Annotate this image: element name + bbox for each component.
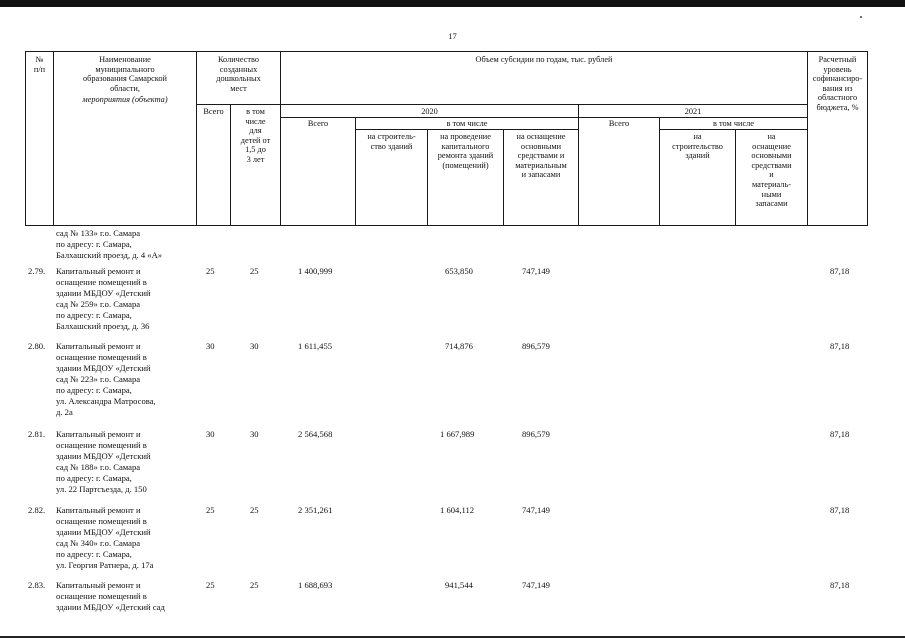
row-name-line: здании МБДОУ «Детский [56, 451, 151, 461]
continuation-line: по адресу: г. Самара, [56, 239, 132, 249]
row-name-line: по адресу: г. Самара, [56, 385, 132, 395]
row-number: 2.82. [28, 505, 46, 515]
header-subsidy: Объем субсидии по годам, тыс. рублей [475, 55, 613, 64]
places-incl: 25 [250, 266, 259, 276]
header-places: Количество созданных дошкольных мест [216, 55, 261, 93]
row-name-line: здании МБДОУ «Детский [56, 288, 151, 298]
total-2020: 2 351,261 [298, 505, 333, 515]
places-incl: 30 [250, 429, 259, 439]
row-name-line: по адресу: г. Самара, [56, 310, 132, 320]
total-2020: 1 611,455 [298, 341, 333, 351]
row-number: 2.79. [28, 266, 46, 276]
row-name-line: ул. Георгия Ратнера, д. 17а [56, 560, 154, 570]
row-number: 2.80. [28, 341, 46, 351]
equip-2020: 747,149 [522, 266, 550, 276]
row-name-line: сад № 340» г.о. Самара [56, 538, 141, 548]
continuation-line: Балхашский проезд, д. 4 «А» [56, 250, 163, 260]
rate: 87,18 [830, 505, 850, 515]
header-year-2021: 2021 [684, 107, 702, 116]
total-2020: 2 564,568 [298, 429, 333, 439]
header-incl-2021: в том числе [713, 119, 754, 128]
header-no: № п/п [33, 55, 46, 74]
header-2021-equip: на оснащение основными средствами и материаль- ными запасами [751, 132, 792, 209]
header-2020-repair: на проведение капитального ремонта зданий (помещений) [437, 132, 494, 170]
row-name-line: сад № 188» г.о. Самара [56, 462, 141, 472]
repair-2020: 714,876 [445, 341, 473, 351]
row-name-line: оснащение помещений в [56, 591, 147, 601]
row-name-line: Капитальный ремонт и [56, 341, 141, 351]
row-name-line: здании МБДОУ «Детский [56, 527, 151, 537]
row-name-line: оснащение помещений в [56, 440, 147, 450]
places-total: 25 [206, 266, 215, 276]
places-total: 30 [206, 429, 215, 439]
header-2021-build: на строительство зданий [672, 132, 723, 161]
row-name-line: ул. 22 Партсъезда, д. 150 [56, 484, 147, 494]
equip-2020: 896,579 [522, 429, 550, 439]
repair-2020: 1 667,989 [440, 429, 475, 439]
row-name-line: оснащение помещений в [56, 516, 147, 526]
places-incl: 25 [250, 505, 259, 515]
row-name-line: по адресу: г. Самара, [56, 549, 132, 559]
header-name: Наименование муниципального образования Самарской области, [83, 55, 167, 93]
header-total-2021: Всего [608, 119, 630, 128]
rate: 87,18 [830, 266, 850, 276]
places-total: 30 [206, 341, 215, 351]
row-name-line: Капитальный ремонт и [56, 266, 141, 276]
header-places-total: Всего [203, 107, 224, 116]
rate: 87,18 [830, 429, 850, 439]
row-name-line: Капитальный ремонт и [56, 505, 141, 515]
header-name-italic: мероприятия (объекта) [82, 95, 168, 104]
places-total: 25 [206, 505, 215, 515]
row-name-line: здании МБДОУ «Детский сад [56, 602, 165, 612]
row-name-line: ул. Александра Матросова, [56, 396, 156, 406]
repair-2020: 941,544 [445, 580, 473, 590]
row-name-line: оснащение помещений в [56, 277, 147, 287]
equip-2020: 896,579 [522, 341, 550, 351]
header-2020-build: на строитель- ство зданий [367, 132, 416, 151]
bottom-scan-border [0, 636, 905, 638]
places-total: 25 [206, 580, 215, 590]
rate: 87,18 [830, 341, 850, 351]
row-name-line: Балхашский проезд, д. 36 [56, 321, 150, 331]
row-number: 2.81. [28, 429, 46, 439]
row-number: 2.83. [28, 580, 46, 590]
header-total-2020: Всего [307, 119, 329, 128]
repair-2020: 1 604,112 [440, 505, 475, 515]
continuation-line: сад № 133» г.о. Самара [56, 228, 141, 238]
row-name-line: сад № 259» г.о. Самара [56, 299, 141, 309]
places-incl: 25 [250, 580, 259, 590]
rate: 87,18 [830, 580, 850, 590]
total-2020: 1 400,999 [298, 266, 333, 276]
row-name-line: по адресу: г. Самара, [56, 473, 132, 483]
row-name-line: Капитальный ремонт и [56, 429, 141, 439]
equip-2020: 747,149 [522, 505, 550, 515]
header-incl-2020: в том числе [446, 119, 488, 128]
row-name-line: Капитальный ремонт и [56, 580, 141, 590]
row-name-line: сад № 223» г.о. Самара [56, 374, 141, 384]
row-name-line: здании МБДОУ «Детский [56, 363, 151, 373]
repair-2020: 653,850 [445, 266, 473, 276]
row-name-line: оснащение помещений в [56, 352, 147, 362]
page-number: 17 [448, 31, 457, 41]
header-rate: Расчетный уровень софинансиро- вания из областного бюджета, % [812, 55, 863, 112]
total-2020: 1 688,693 [298, 580, 333, 590]
row-name-line: д. 2а [56, 407, 73, 417]
places-incl: 30 [250, 341, 259, 351]
header-2020-equip: на оснащение основными средствами и материальным и запасами [515, 132, 567, 180]
header-year-2020: 2020 [421, 107, 438, 116]
equip-2020: 747,149 [522, 580, 550, 590]
header-places-incl: в том числе для детей от 1,5 до 3 лет [240, 107, 271, 164]
